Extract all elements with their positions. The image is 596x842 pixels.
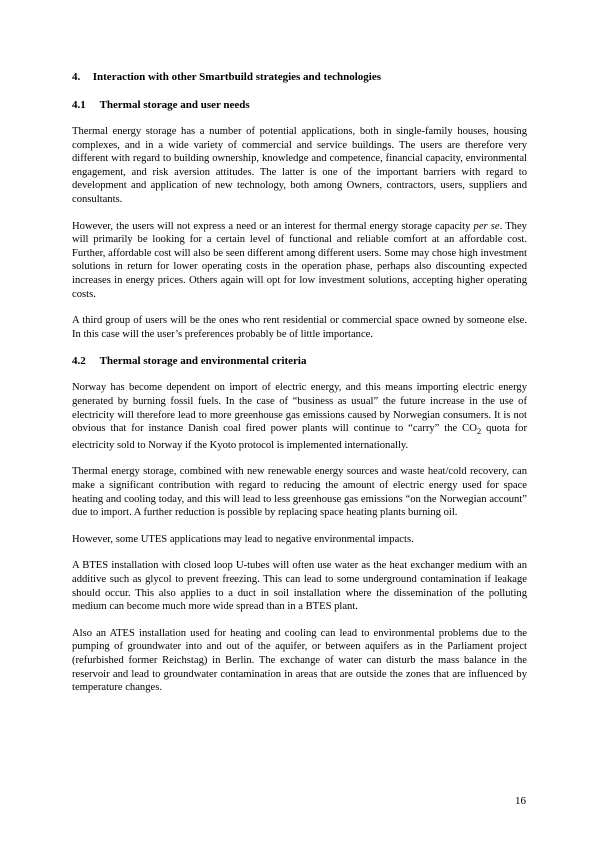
subsection-heading-4-2 [72,354,527,368]
paragraph [72,220,527,302]
section-heading [72,70,527,84]
subsection-title: Thermal storage and environmental criteria [99,355,307,368]
page-number: 16 [515,795,526,807]
paragraph: Thermal energy storage has a number of potential applications, both in single-family houses, housing complexes, and in a wide variety of commercial and service buildings. The users are therefore very different with regard to building ownership, knowledge and competence, financial capacity, environmental engagement, and risk aversion attitudes. The latter is one of the important barriers with regard to development and application of new technology, both among Owners, contractors, users, suppliers and consultants. [72,126,527,205]
paragraph: However, some UTES applications may lead to negative environmental impacts. [72,533,414,545]
paragraph-text: However, the users will not express a need or an interest for thermal energy storage capacity [72,220,474,232]
paragraph: Thermal energy storage, combined with new renewable energy sources and waste heat/cold recovery, can make a significant contribution with regard to reducing the amount of electric energy used for space heating and cooling today, and this will lead to less greenhouse gas emissions “on the Norwegian account” due to import. A further reduction is possible by replacing space heating plants burning oil. [72,466,527,519]
subsection-number: 4.2 [72,355,86,368]
paragraph-text: Norway has become dependent on import of electric energy, and this means importing electric energy generated by burning fossil fuels. In the case of “business as usual” the future increase in the use of electricity will therefore lead to more greenhouse gas emissions caused by Norwegian consumers. It is not obvious that for instance Danish coal fired power plants will continue to “carry” the CO [72,382,527,435]
document-page [72,70,527,708]
section-number: 4. [72,71,81,83]
paragraph-text: quota for electricity sold to Norway if the Kyoto protocol is implemented internationally. [72,423,527,451]
subsection-number: 4.1 [72,99,86,111]
italic-term: per se [473,220,500,232]
subscript: 2 [476,426,482,437]
subsection-title: Thermal storage and user needs [99,99,250,111]
paragraph: A BTES installation with closed loop U-tubes will often use water as the heat exchanger medium with an additive such as glycol to prevent freezing. This can lead to some underground contamination if leakage should occur. This also applies to a duct in soil installation where the dissemination of the polluting medium can become much more wide spread than in a BTES plant. [72,560,527,613]
paragraph: A third group of users will be the ones who rent residential or commercial space owned by someone else. In this case will the user’s preferences probably be of little importance. [72,315,527,340]
paragraph: Also an ATES installation used for heating and cooling can lead to environmental problems due to the pumping of groundwater into and out of the aquifer, or between aquifers as in the Parliament project (refurbished former Reichstag) in Berlin. The exchange of water can disturb the mass balance in the reservoir and lead to groundwater contamination in areas that are outside the zones that are influenced by temperature changes. [72,627,527,694]
subsection-heading-4-1 [72,98,527,112]
paragraph [72,381,527,452]
section-title: Interaction with other Smartbuild strategies and technologies [92,71,381,83]
paragraph-text: . They will primarily be looking for a certain level of functional and reliable comfort at an affordable cost. Further, affordable cost will also be seen different among different users. Some may chose high investment solutions in return for lower operating costs in the operation phase, perhaps also discounting expected increases in energy prices. Others again will opt for low investment solutions, accepting higher operating costs. [72,220,527,300]
